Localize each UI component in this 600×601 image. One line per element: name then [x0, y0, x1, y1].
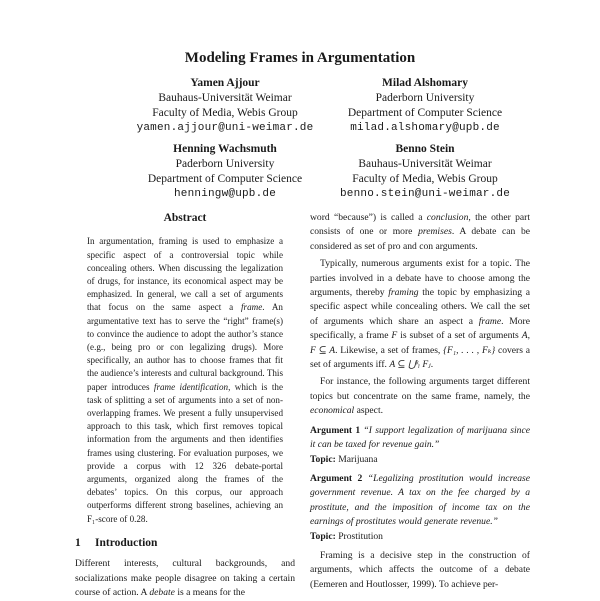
author-email: benno.stein@uni-weimar.de: [339, 188, 511, 200]
text-part: . A debate can be considered as set of pro and con arguments.: [310, 226, 530, 252]
abstract-text: [87, 235, 283, 525]
author-block-2: [295, 76, 555, 136]
author-affiliation: Paderborn University: [375, 92, 475, 104]
author-name: Milad Alshomary: [382, 77, 468, 89]
author-name: Henning Wachsmuth: [173, 143, 277, 155]
argument-label: Argument 1: [310, 424, 361, 436]
text-emph: frame: [478, 315, 502, 327]
argument-text: “I support legalization of marijuana since it can be taxed for revenue gain.”: [310, 424, 530, 451]
author-name: Yamen Ajjour: [190, 77, 260, 89]
topic-label: Topic:: [310, 530, 336, 542]
text-emph: economical: [310, 405, 355, 417]
math-expression: A, F ⊆ A: [310, 330, 530, 356]
text-part: covers a set of arguments iff.: [310, 344, 531, 371]
text-part: word “because”) is called a: [310, 212, 427, 223]
math-expression: A ⊆ ⋃ᵏᵢ Fⱼ: [389, 359, 431, 371]
section-number: 1: [75, 536, 81, 549]
text-part: . Likewise, a set of frames,: [335, 344, 444, 356]
author-affiliation: Bauhaus-Universität Weimar: [158, 92, 292, 104]
text-part: is subset of a set of arguments: [397, 330, 522, 342]
abstract-part: In argumentation, framing is used to emphasize a specific aspect of a controversial topic while concealing others. When discussing the legalization of drugs, for instance, its economical aspect may be emphasized. In general, we call a set of arguments that focus on the same aspect a: [87, 236, 283, 313]
math-expression: {F₁, . . . , Fₖ}: [443, 344, 496, 356]
argument-label: Argument 2: [310, 472, 363, 484]
text-emph: premises: [418, 226, 452, 238]
text-part: For instance, the following arguments target different topics but concentrate on the same frame, namely, the: [310, 376, 530, 402]
text-emph: debate: [149, 587, 175, 599]
argument-2: [310, 472, 530, 530]
paragraph: [310, 375, 530, 418]
left-column: [75, 211, 295, 601]
text-part: .: [430, 359, 434, 371]
topic-label: Topic:: [310, 453, 336, 465]
author-affiliation: Bauhaus-Universität Weimar: [358, 158, 492, 170]
author-affiliation: Paderborn University: [175, 158, 275, 170]
text-part: is a means for the: [174, 587, 245, 599]
argument-1-topic: [310, 453, 530, 467]
abstract-heading: Abstract: [163, 212, 207, 224]
text-emph: conclusion: [426, 212, 469, 223]
author-department: Department of Computer Science: [347, 107, 503, 119]
text-part: aspect.: [354, 405, 384, 417]
argument-2-topic: [310, 530, 530, 544]
text-emph: framing: [388, 287, 419, 299]
topic-value: Marijuana: [338, 453, 378, 465]
abstract-body: [87, 235, 283, 525]
abstract-part: , which is the task of splitting a set of arguments into a set of non-overlapping frames. We present a fully unsupervised approach to this task, which first removes topical information from the arguments and then identifies frames using clustering. For evaluation purposes, we provide a corpus with 12 326 debate-portal arguments, organized along the frames of the debates’ topics. On this corpus, our approach outperforms different strong baselines, achieving an F₁-score of 0.28.: [87, 381, 284, 524]
author-department: Faculty of Media, Webis Group: [352, 173, 498, 185]
section-title: Introduction: [95, 536, 158, 549]
section-heading: [75, 536, 295, 550]
text-part: Different interests, cultural backgrounds, and socializations make people disagree on taking a certain course of action. A: [75, 558, 295, 599]
text-part: . More specifically, a frame: [310, 315, 530, 342]
paragraph: Framing is a decisive step in the construction of arguments, which affects the outcome of a debate (Eemeren and Houtlosser, 1999). To achieve per-: [310, 549, 530, 590]
paper-title: Modeling Frames in Argumentation: [184, 50, 416, 66]
topic-value: Prostitution: [338, 530, 383, 542]
intro-paragraph: [75, 557, 295, 600]
abstract-emph: frame: [241, 302, 263, 313]
text-part: , the other part consists of one or more: [310, 212, 530, 238]
author-email: henningw@upb.de: [173, 188, 277, 200]
abstract-part: . An argumentative text has to serve the “right” frame(s) to convince the audience to adopt the author’s stance (e.g., being pro or con legalizing drugs). More specifically, an author has to choose frames that fit the audience’s interests and cultural background. This paper introduces: [87, 302, 283, 392]
text-part: the topic by emphasizing a specific aspect while concealing others. We call the set of arguments which share an aspect a: [310, 287, 530, 327]
math-symbol: F: [391, 330, 398, 342]
author-department: Department of Computer Science: [147, 173, 303, 185]
author-email: milad.alshomary@upb.de: [350, 122, 500, 134]
paragraph: [310, 211, 530, 254]
text-part: Typically, numerous arguments exist for a topic. The parties involved in a debate have to choose among the arguments, thereby: [310, 258, 530, 299]
author-email: yamen.ajjour@uni-weimar.de: [136, 122, 314, 134]
author-block-4: [295, 142, 555, 202]
author-name: Benno Stein: [395, 143, 455, 155]
right-column: [310, 211, 530, 592]
argument-1: [310, 424, 530, 453]
paragraph: [310, 257, 530, 372]
author-department: Faculty of Media, Webis Group: [152, 107, 298, 119]
abstract-emph: frame identification: [153, 381, 229, 392]
argument-text: “Legalizing prostitution would increase government revenue. A tax on the fee charged by a prostitute, and the imposition of income tax on the earnings of prostitutes would generate revenue.”: [310, 472, 530, 528]
